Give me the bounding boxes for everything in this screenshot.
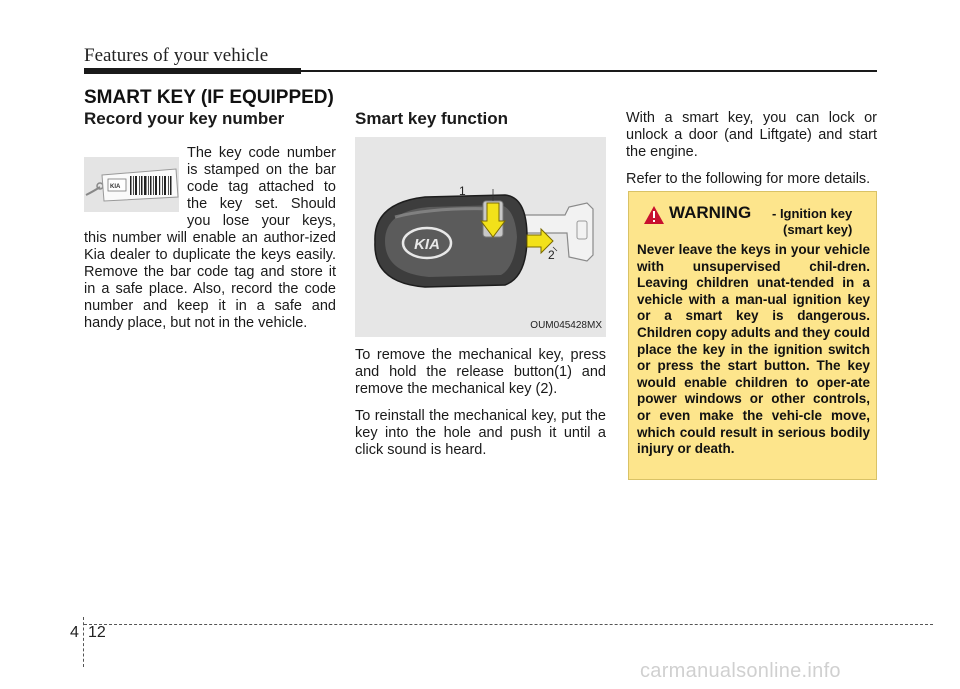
chapter-number: 4: [70, 624, 79, 641]
smart-key-figure: [355, 137, 606, 337]
smart-key-column: [355, 110, 606, 459]
record-key-body: The key code number is stamped on the bar code tag attached to the key set. Should you lose your keys, this number will enable an author-ized Kia dealer to duplicate the keys easily. Remove the bar code tag and store it in a safe place. Also, record the code number and keep it in a safe and handy place, but not in the vehicle.: [84, 145, 336, 331]
warning-subject-line1: - Ignition key: [772, 206, 853, 221]
figure-code: OUM045428MX: [530, 320, 602, 331]
svg-text:KIA: KIA: [110, 184, 121, 190]
warning-box: [628, 191, 877, 480]
smart-key-heading: Smart key function: [355, 109, 509, 128]
record-key-heading: Record your key number: [84, 109, 285, 128]
warning-subject-line2: (smart key): [783, 222, 853, 237]
reinstall-key-paragraph: To reinstall the mechanical key, put the key into the hole and push it until a click sound is heard.: [355, 408, 606, 458]
header-rule-thin: [301, 70, 877, 72]
callout-2-label: 2: [548, 248, 555, 262]
callout-1-label: 1: [459, 184, 466, 198]
refer-paragraph: Refer to the following for more details.: [626, 171, 871, 187]
footer-divider: [83, 617, 84, 667]
intro-paragraph: With a smart key, you can lock or unlock a door (and Liftgate) and start the engine.: [626, 110, 877, 160]
warning-header: [643, 203, 873, 239]
watermark: carmanualsonline.info: [640, 660, 841, 682]
section-title: SMART KEY (IF EQUIPPED): [84, 87, 334, 108]
warning-body: Never leave the keys in your vehicle with unsupervised chil-dren. Leaving children unat-tended in a vehicle with a man-ual ignition key or a smart key is dangerous. Children copy adults and they could place the key in the ignition switch or press the start button. The key would enable children to oper-ate power windows or other controls, or even make the vehi-cle move, which could result in serious bodily injury or death.: [637, 242, 870, 457]
barcode-tag-image: [84, 157, 179, 212]
warning-word: WARNING: [669, 203, 752, 222]
warning-triangle-icon: [643, 205, 665, 225]
footer-rule: [84, 624, 933, 625]
record-key-column: [84, 110, 336, 332]
running-header: Features of your vehicle: [84, 45, 269, 66]
page-number: 12: [88, 624, 106, 641]
intro-column: [626, 110, 877, 188]
remove-key-paragraph: To remove the mechanical key, press and hold the release button(1) and remove the mechanical key (2).: [355, 347, 606, 397]
header-rule-thick: [84, 68, 301, 74]
svg-text:KIA: KIA: [414, 236, 440, 253]
